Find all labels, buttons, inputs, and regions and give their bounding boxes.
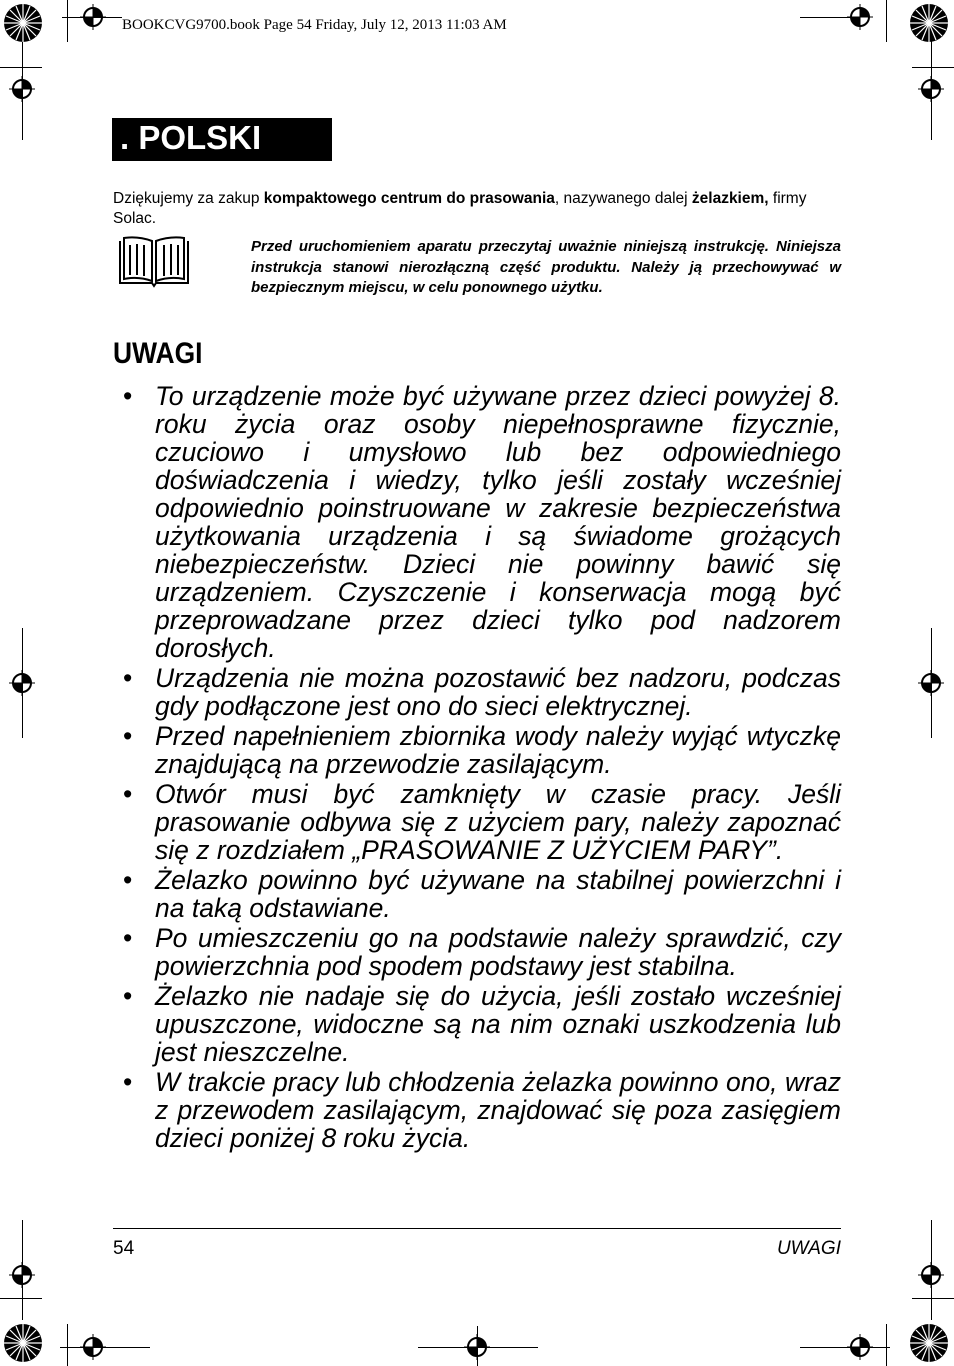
starburst-icon	[3, 3, 43, 43]
language-banner	[112, 118, 332, 161]
list-item	[123, 982, 841, 1066]
list-item	[123, 664, 841, 720]
list-item-text: W trakcie pracy lub chłodzenia żelazka powinno ono, wraz z przewodem zasilającym, znajdować się poza zasięgiem dzieci poniżej 8 roku życia.	[155, 1067, 841, 1153]
registration-target-icon	[918, 670, 944, 696]
intro-product-name: kompaktowego centrum do prasowania	[263, 190, 555, 207]
open-book-icon	[116, 235, 192, 289]
crop-line	[67, 0, 68, 42]
crop-line	[912, 67, 954, 68]
registration-target-icon	[464, 1334, 490, 1360]
list-item-text: Urządzenia nie można pozostawić bez nadzoru, podczas gdy podłączone jest ono do sieci elektrycznej.	[155, 663, 841, 721]
registration-target-icon	[80, 4, 106, 30]
footer-divider	[113, 1228, 841, 1229]
intro-text: firmy Solac.	[113, 190, 807, 227]
bullet-marker: •	[123, 1067, 133, 1097]
bullet-marker: •	[123, 721, 133, 751]
registration-target-icon	[847, 1334, 873, 1360]
list-item	[123, 780, 841, 864]
print-info-header: BOOKCVG9700.book Page 54 Friday, July 12, 2013 11:03 AM	[122, 17, 507, 33]
list-item	[123, 924, 841, 980]
bullet-marker: •	[123, 865, 133, 895]
intro-paragraph	[113, 189, 813, 229]
section-title: UWAGI	[113, 337, 203, 370]
footer-section-title: UWAGI	[776, 1238, 841, 1259]
list-item-text: To urządzenie może być używane przez dzieci powyżej 8. roku życia oraz osoby niepełnosprawne fizycznie, czuciowo i umysłowo lub bez odpowiedniego doświadczenia i wiedzy, tylko jeśli zostały wcześniej odpowiednio poinstruowane w zakresie bezpieczeństwa użytkowania urządzenia i są świadome grożących niebezpieczeństw. Dzieci nie powinny bawić się urządzeniem. Czyszczenie i konserwacja mogą być przeprowadzane przez dzieci tylko pod nadzorem dorosłych.	[155, 381, 841, 663]
starburst-icon	[3, 1323, 43, 1363]
list-item	[123, 382, 841, 662]
registration-target-icon	[9, 1262, 35, 1288]
registration-target-icon	[847, 4, 873, 30]
starburst-icon	[909, 1323, 949, 1363]
bullet-marker: •	[123, 663, 133, 693]
crop-line	[886, 0, 887, 42]
page-number: 54	[113, 1238, 135, 1259]
list-item-text: Otwór musi być zamknięty w czasie pracy. Jeśli prasowanie odbywa się z użyciem pary, należy zapoznać się z rozdziałem „PRASOWANIE Z UŻYCIEM PARY”.	[155, 779, 841, 865]
list-item-text: Po umieszczeniu go na podstawie należy sprawdzić, czy powierzchnia pod spodem podstawy jest stabilna.	[155, 923, 841, 981]
registration-target-icon	[80, 1334, 106, 1360]
crop-line	[67, 1324, 68, 1366]
intro-product-alias: żelazkiem,	[691, 190, 769, 207]
starburst-icon	[909, 3, 949, 43]
warnings-list	[123, 382, 841, 1154]
registration-target-icon	[9, 670, 35, 696]
bullet-marker: •	[123, 381, 133, 411]
list-item-text: Przed napełnieniem zbiornika wody należy wyjąć wtyczkę znajdującą na przewodzie zasilającym.	[155, 721, 841, 779]
crop-line	[0, 1298, 42, 1299]
list-item	[123, 1068, 841, 1152]
intro-text: , nazywanego dalej	[554, 190, 692, 207]
list-item-text: Żelazko powinno być używane na stabilnej powierzchni i na taką odstawiane.	[155, 865, 841, 923]
bullet-marker: •	[123, 923, 133, 953]
list-item	[123, 722, 841, 778]
list-item	[123, 866, 841, 922]
crop-line	[800, 1347, 890, 1348]
registration-target-icon	[918, 76, 944, 102]
crop-line	[886, 1324, 887, 1366]
crop-line	[912, 1298, 954, 1299]
bullet-marker: •	[123, 981, 133, 1011]
intro-text: Dziękujemy za zakup	[113, 190, 264, 207]
registration-target-icon	[9, 76, 35, 102]
language-label: . POLSKI	[120, 119, 262, 156]
read-instructions-notice: Przed uruchomieniem aparatu przeczytaj uważnie niniejszą instrukcję. Niniejsza instrukcja stanowi nierozłączną część produktu. Należy ją przechowywać w bezpiecznym miejscu, w celu ponownego użytku.	[251, 238, 841, 296]
crop-line	[0, 67, 42, 68]
list-item-text: Żelazko nie nadaje się do użycia, jeśli zostało wcześniej upuszczone, widoczne są na nim oznaki uszkodzenia lub jest nieszczelne.	[155, 981, 841, 1067]
bullet-marker: •	[123, 779, 133, 809]
registration-target-icon	[918, 1262, 944, 1288]
